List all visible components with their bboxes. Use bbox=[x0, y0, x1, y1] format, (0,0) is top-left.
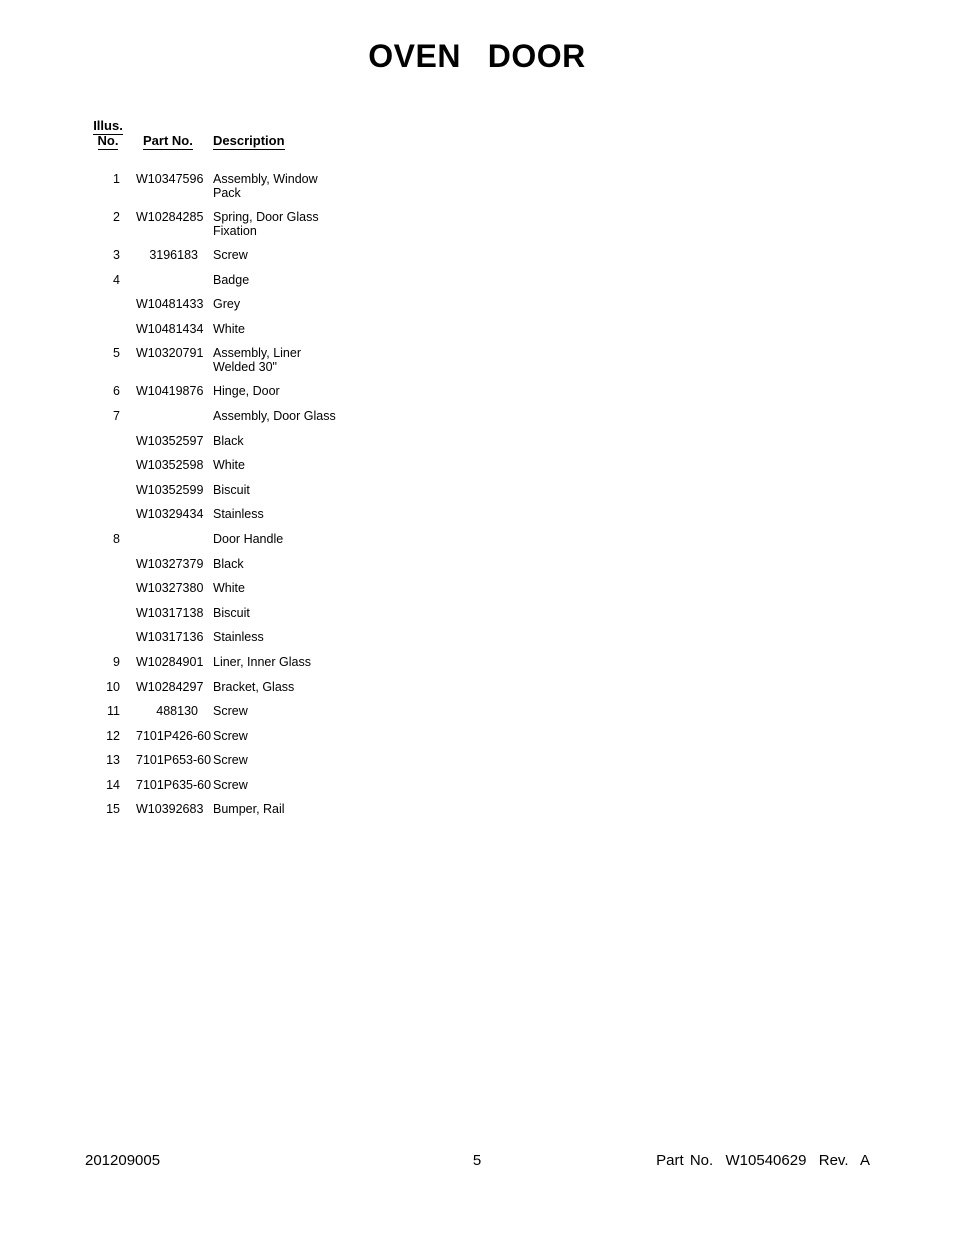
header-illus-line2: No. bbox=[97, 133, 119, 148]
part-description: White bbox=[213, 321, 245, 336]
part-description: Black bbox=[213, 556, 244, 571]
part-number: W10481433 bbox=[136, 297, 204, 312]
part-description: Screw bbox=[213, 728, 248, 743]
part-description: Liner, Inner Glass bbox=[213, 654, 311, 669]
part-number: W10392683 bbox=[136, 802, 204, 817]
part-number: W10329434 bbox=[136, 507, 204, 522]
part-description: Screw bbox=[213, 248, 248, 262]
table-row bbox=[0, 483, 400, 508]
part-number: 7101P653-60 bbox=[136, 753, 212, 768]
illus-number: 15 bbox=[106, 802, 120, 817]
part-number: 7101P635-60 bbox=[136, 777, 212, 792]
part-number: W10327379 bbox=[136, 556, 204, 571]
illus-number: 4 bbox=[113, 272, 120, 287]
table-row bbox=[0, 778, 400, 803]
part-description: Grey bbox=[213, 297, 241, 312]
part-description: Hinge, Door bbox=[213, 384, 280, 399]
table-row bbox=[0, 346, 400, 384]
parts-list bbox=[0, 172, 400, 827]
part-number: W10284297 bbox=[136, 679, 204, 694]
part-description: Badge bbox=[213, 272, 250, 287]
table-row bbox=[0, 729, 400, 754]
table-row bbox=[0, 434, 400, 459]
table-row bbox=[0, 606, 400, 631]
table-row bbox=[0, 297, 400, 322]
illus-number: 7 bbox=[113, 408, 120, 423]
part-number: W10320791 bbox=[136, 346, 204, 361]
table-row bbox=[0, 802, 400, 827]
footer-page-number: 5 bbox=[472, 1152, 482, 1169]
part-description: Bracket, Glass bbox=[213, 679, 295, 694]
table-row bbox=[0, 322, 400, 347]
part-number: W10419876 bbox=[136, 384, 204, 399]
table-row bbox=[0, 172, 400, 210]
table-row bbox=[0, 210, 400, 248]
part-description: Black bbox=[213, 433, 244, 448]
part-description: Spring, Door Glass Fixation bbox=[213, 210, 319, 238]
part-description: Screw bbox=[213, 704, 248, 719]
part-number: W10284901 bbox=[136, 654, 204, 669]
table-row bbox=[0, 273, 400, 298]
table-row bbox=[0, 581, 400, 606]
table-row bbox=[0, 753, 400, 778]
part-number: 3196183 bbox=[149, 248, 198, 262]
part-description: Assembly, Liner Welded 30" bbox=[213, 346, 301, 375]
header-part-no-label: Part No. bbox=[143, 133, 193, 148]
table-row bbox=[0, 704, 400, 729]
part-description: Assembly, Door Glass bbox=[213, 408, 336, 423]
part-description: Stainless bbox=[213, 630, 264, 645]
part-number: 488130 bbox=[156, 704, 198, 719]
illus-number: 13 bbox=[106, 753, 120, 768]
table-row bbox=[0, 458, 400, 483]
part-number: W10352597 bbox=[136, 433, 204, 448]
header-description bbox=[213, 133, 285, 148]
table-row bbox=[0, 384, 400, 409]
part-description: Biscuit bbox=[213, 482, 250, 497]
part-description: White bbox=[213, 458, 245, 473]
part-description: Screw bbox=[213, 777, 248, 792]
part-number: W10284285 bbox=[136, 210, 204, 224]
part-number: W10347596 bbox=[136, 172, 204, 186]
illus-number: 12 bbox=[106, 728, 120, 743]
illus-number: 5 bbox=[113, 346, 120, 361]
header-illus-no bbox=[88, 118, 128, 148]
header-part-no bbox=[143, 133, 193, 148]
table-row bbox=[0, 655, 400, 680]
table-row bbox=[0, 248, 400, 273]
footer-part-number: Part No. W10540629 Rev. A bbox=[656, 1152, 870, 1169]
part-number: 7101P426-60 bbox=[136, 728, 212, 743]
part-description: Assembly, Window Pack bbox=[213, 172, 318, 200]
part-number: W10352599 bbox=[136, 482, 204, 497]
illus-number: 14 bbox=[106, 777, 120, 792]
footer-doc-number: 201209005 bbox=[85, 1152, 161, 1169]
table-row bbox=[0, 532, 400, 557]
illus-number: 11 bbox=[107, 704, 120, 719]
header-description-label: Description bbox=[213, 133, 285, 148]
illus-number: 2 bbox=[113, 210, 120, 224]
part-number: W10317138 bbox=[136, 605, 204, 620]
illus-number: 6 bbox=[113, 384, 120, 399]
part-number: W10327380 bbox=[136, 581, 204, 596]
illus-number: 8 bbox=[113, 531, 120, 546]
page-title: OVEN DOOR bbox=[368, 38, 586, 74]
part-description: Stainless bbox=[213, 507, 264, 522]
table-row bbox=[0, 409, 400, 434]
header-illus-line1: Illus. bbox=[93, 118, 123, 133]
illus-number: 3 bbox=[113, 248, 120, 262]
part-description: Biscuit bbox=[213, 605, 250, 620]
part-description: Bumper, Rail bbox=[213, 802, 285, 817]
part-number: W10352598 bbox=[136, 458, 204, 473]
part-number: W10481434 bbox=[136, 321, 204, 336]
illus-number: 9 bbox=[113, 654, 120, 669]
part-description: Screw bbox=[213, 753, 248, 768]
table-row bbox=[0, 630, 400, 655]
table-row bbox=[0, 680, 400, 705]
table-row bbox=[0, 557, 400, 582]
illus-number: 10 bbox=[106, 679, 120, 694]
part-number: W10317136 bbox=[136, 630, 204, 645]
illus-number: 1 bbox=[113, 172, 120, 186]
part-description: White bbox=[213, 581, 245, 596]
part-description: Door Handle bbox=[213, 531, 284, 546]
table-row bbox=[0, 507, 400, 532]
